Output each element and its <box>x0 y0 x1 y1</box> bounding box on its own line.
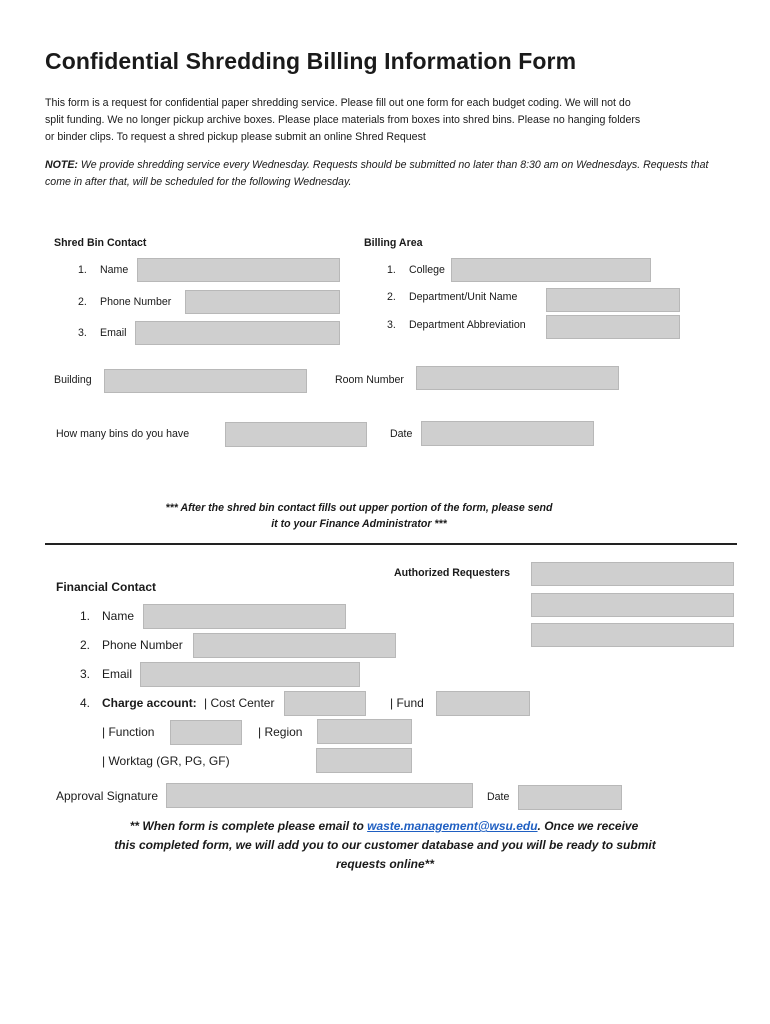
fin-name-label: Name <box>102 609 135 623</box>
fin-phone-label: Phone Number <box>102 638 183 652</box>
worktag-input[interactable] <box>316 748 412 773</box>
fin-email-num: 3. <box>80 667 91 681</box>
room-number-input[interactable] <box>416 366 619 390</box>
billing-college-input[interactable] <box>451 258 651 282</box>
cost-center-input[interactable] <box>284 691 366 716</box>
worktag-label: | Worktag (GR, PG, GF) <box>102 754 230 768</box>
fund-label: | Fund <box>390 696 424 710</box>
shred-phone-num: 2. <box>78 296 87 308</box>
bins-label: How many bins do you have <box>56 428 190 440</box>
fin-email-label: Email <box>102 667 133 681</box>
authorized-requester-1-input[interactable] <box>531 562 734 586</box>
authorized-requester-3-input[interactable] <box>531 623 734 647</box>
closing-pre: ** When form is complete please email to <box>129 819 368 833</box>
closing-line-3: requests online** <box>335 857 435 871</box>
intro-line-1: This form is a request for confidential paper shredding service. Please fill out one form for each budget coding. We will not do <box>45 97 631 109</box>
shred-email-input[interactable] <box>135 321 340 345</box>
fin-phone-num: 2. <box>80 638 91 652</box>
approval-date-label: Date <box>487 791 510 803</box>
charge-account-label: Charge account: <box>102 696 197 710</box>
function-label: | Function <box>102 725 155 739</box>
region-input[interactable] <box>317 719 412 744</box>
billing-dept-num: 2. <box>387 291 396 303</box>
note-prefix: NOTE: <box>45 159 78 171</box>
fund-input[interactable] <box>436 691 530 716</box>
closing-line-2: this completed form, we will add you to our customer database and you will be ready to submit <box>114 838 656 852</box>
shred-name-input[interactable] <box>137 258 340 282</box>
page-title: Confidential Shredding Billing Information Form <box>45 48 577 74</box>
billing-college-num: 1. <box>387 264 396 276</box>
billing-college-label: College <box>409 264 445 276</box>
shred-bin-contact-heading: Shred Bin Contact <box>54 237 147 249</box>
billing-abbrev-label: Department Abbreviation <box>409 319 526 331</box>
fin-name-num: 1. <box>80 609 91 623</box>
approval-signature-input[interactable] <box>166 783 473 808</box>
fin-name-input[interactable] <box>143 604 346 629</box>
billing-dept-input[interactable] <box>546 288 680 312</box>
finance-admin-note-line-2: it to your Finance Administrator *** <box>271 518 447 530</box>
note-text: We provide shredding service every Wednesday. Requests should be submitted no later than 8:30 am on Wednesdays. Requests that come in after that, will be scheduled for the following Wednesday. <box>45 159 709 188</box>
approval-signature-label: Approval Signature <box>56 789 159 803</box>
authorized-requesters-label: Authorized Requesters <box>394 567 510 579</box>
note-paragraph <box>45 157 735 191</box>
fin-email-input[interactable] <box>140 662 360 687</box>
date-input[interactable] <box>421 421 594 446</box>
building-input[interactable] <box>104 369 307 393</box>
billing-dept-label: Department/Unit Name <box>409 291 518 303</box>
section-divider <box>45 543 737 545</box>
billing-area-heading: Billing Area <box>364 237 423 249</box>
shred-phone-label: Phone Number <box>100 296 172 308</box>
shred-email-label: Email <box>100 327 127 339</box>
date-label: Date <box>390 428 413 440</box>
fin-phone-input[interactable] <box>193 633 396 658</box>
approval-date-input[interactable] <box>518 785 622 810</box>
charge-account-num: 4. <box>80 696 91 710</box>
closing-post: . Once we receive <box>537 819 639 833</box>
closing-line-1 <box>0 819 769 833</box>
shred-name-label: Name <box>100 264 129 276</box>
billing-abbrev-num: 3. <box>387 319 396 331</box>
financial-contact-heading: Financial Contact <box>56 580 157 594</box>
building-label: Building <box>54 374 92 386</box>
authorized-requester-2-input[interactable] <box>531 593 734 617</box>
room-number-label: Room Number <box>335 374 404 386</box>
shred-email-num: 3. <box>78 327 87 339</box>
email-link[interactable]: waste.management@wsu.edu <box>367 819 538 833</box>
bins-input[interactable] <box>225 422 367 447</box>
shred-name-num: 1. <box>78 264 87 276</box>
shred-phone-input[interactable] <box>185 290 340 314</box>
region-label: | Region <box>258 725 303 739</box>
function-input[interactable] <box>170 720 242 745</box>
finance-admin-note-line-1: *** After the shred bin contact fills out upper portion of the form, please send <box>165 502 553 514</box>
cost-center-label: | Cost Center <box>204 696 275 710</box>
intro-line-2: split funding. We no longer pickup archive boxes. Please place materials from boxes into shred bins. Please no hanging folders <box>45 114 641 126</box>
billing-abbrev-input[interactable] <box>546 315 680 339</box>
intro-line-3: or binder clips. To request a shred pickup please submit an online Shred Request <box>45 131 426 143</box>
